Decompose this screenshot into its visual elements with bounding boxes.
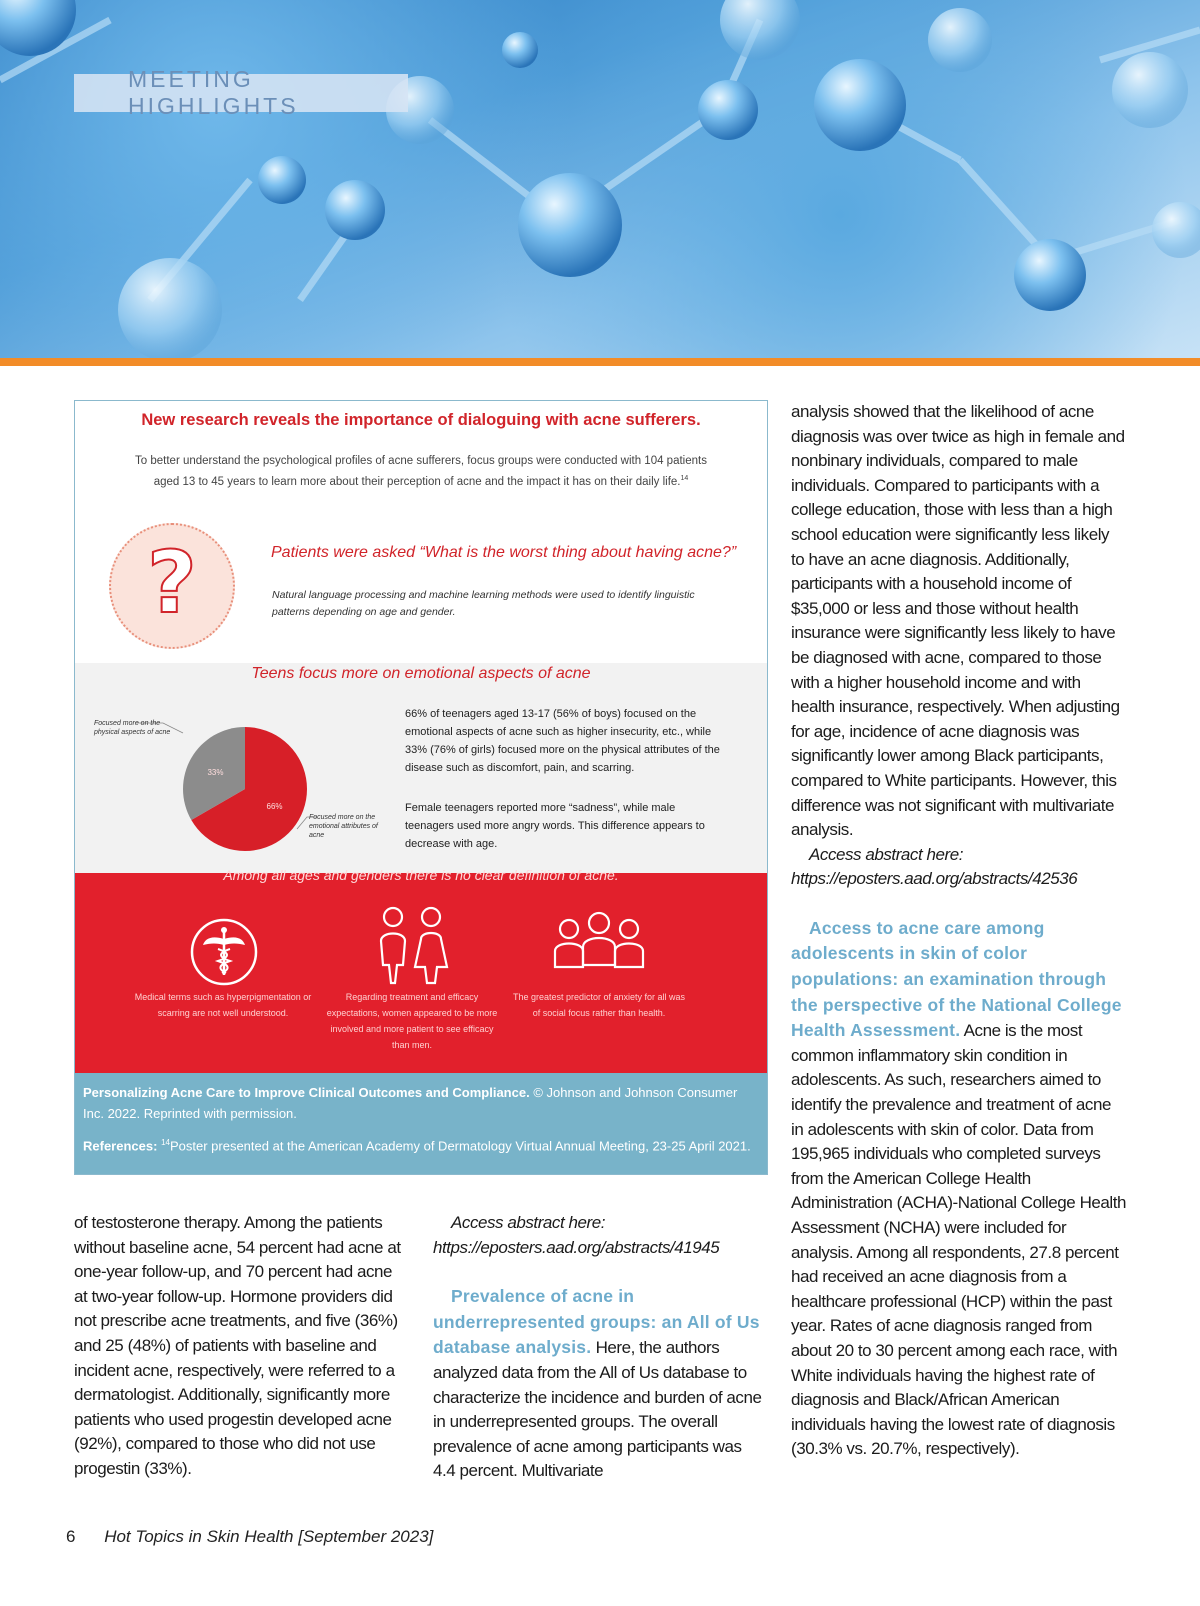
- group-people-icon: [553, 909, 645, 981]
- hero-banner: [0, 0, 1200, 358]
- caption-anxiety-predictor: The greatest predictor of anxiety for all was of social focus rather than health.: [512, 992, 686, 1018]
- pie-label-physical: Focused more on the physical aspects of acne: [94, 720, 171, 736]
- question-heading: Patients were asked “What is the worst thing about having acne?”: [271, 544, 737, 561]
- question-mark-icon: ?: [109, 523, 235, 649]
- publication-title: Hot Topics in Skin Health [September 2023]: [104, 1527, 434, 1546]
- figure-caption: Personalizing Acne Care to Improve Clinical Outcomes and Compliance. © Johnson and Johnson Consumer Inc. 2022. Reprinted with permission.: [83, 1085, 738, 1121]
- subhead-access-to-care: Access to acne care among adolescents in skin of color populations: an examination through the perspective of the National College Health Assessment.: [791, 917, 1122, 1041]
- molecule-illustration: [0, 0, 1200, 358]
- teens-finding-2: Female teenagers reported more “sadness”, while male teenagers used more angry words. This difference appears to decrease with age.: [405, 802, 705, 850]
- infographic-figure: [74, 400, 768, 1175]
- pie-label-physical-value: 33%: [207, 767, 224, 777]
- paragraph: of testosterone therapy. Among the patients without baseline acne, 54 percent had acne at one-year follow-up, and 70 percent had acne at two-year follow-up. Hormone providers did not prescribe acne treatments, and five (36%) and 25 (48%) of patients with baseline and incident acne, respectively, were referred to a dermatologist. Additionally, significantly more patients who used progestin developed acne (92%), compared to those who did not use progestin (33%).: [74, 1213, 401, 1478]
- infographic-title: New research reveals the importance of dialoguing with acne sufferers.: [141, 411, 701, 429]
- paragraph-with-subhead: Prevalence of acne in underrepresented groups: an All of Us database analysis. Here, the authors analyzed data from the All of Us database to characterize the incidence and burden of acne in underrepresented groups. The overall prevalence of acne among participants was 4.4 percent. Multivariate: [433, 1286, 762, 1481]
- pie-label-emotional-value: 66%: [266, 802, 283, 812]
- caduceus-icon: [189, 917, 259, 987]
- abstract-link[interactable]: Access abstract here: https://eposters.aad.org/abstracts/41945: [433, 1213, 720, 1257]
- caption-medical-terms: Medical terms such as hyperpigmentation or scarring are not well understood.: [134, 992, 312, 1018]
- man-woman-icon: [373, 905, 453, 987]
- section-label: MEETING HIGHLIGHTS: [74, 74, 408, 112]
- page-footer: [66, 1527, 433, 1547]
- body-column-2: [433, 1211, 763, 1484]
- teens-heading: Teens focus more on emotional aspects of acne: [251, 665, 591, 682]
- paragraph: analysis showed that the likelihood of acne diagnosis was over twice as high in female and nonbinary individuals, compared to male individuals. Compared to participants with a college education, those with less than a high school education were significantly less likely to have an acne diagnosis. Additionally, participants with a household income of $35,000 or less and those without health insurance were significantly less likely to have be diagnosed with acne, compared to those with a higher household income and with health insurance, respectively. When adjusting for age, incidence of acne diagnosis was significantly lower among Black participants, compared to White participants. However, this difference was not significant with multivariate analysis.: [791, 402, 1125, 840]
- body-column-1: [74, 1211, 404, 1482]
- figure-references: References: $^{14}$Poster presented at the American Academy of Dermatology Virtual Annual Meeting, 23-25 April 2021.: [83, 1138, 751, 1154]
- page-number: 6: [66, 1527, 76, 1546]
- caption-treatment-expectations: Regarding treatment and efficacy expectations, women appeared to be more involved and more patient to see efficacy than men.: [326, 992, 498, 1050]
- figure-caption-bar: [75, 1073, 767, 1174]
- infographic-intro: To better understand the psychological profiles of acne sufferers, focus groups were conducted with 104 patients aged 13 to 45 years to learn more about their perception of acne and the impact it has on their daily life.$^{14}$: [135, 455, 707, 488]
- definition-heading: Among all ages and genders there is no clear definition of acne.: [223, 867, 619, 883]
- abstract-link[interactable]: Access abstract here: https://eposters.aad.org/abstracts/42536: [791, 844, 1078, 889]
- teens-finding-1: 66% of teenagers aged 13-17 (56% of boys) focused on the emotional aspects of acne such as higher insecurity, etc., while 33% (76% of girls) focused more on the physical attributes of the disease such as discomfort, pain, and scarring.: [405, 708, 720, 774]
- accent-divider: [0, 358, 1200, 366]
- question-subtext: Natural language processing and machine learning methods were used to identify linguistic patterns depending on age and gender.: [272, 589, 695, 618]
- paragraph-with-subhead: Access to acne care among adolescents in skin of color populations: an examination through the perspective of the National College Health Assessment. Acne is the most common inflammatory skin condition in adolescents. As such, researchers aimed to identify the prevalence and treatment of acne in adolescents with skin of color. Data from 195,965 individuals who completed surveys from the American College Health Administration (ACHA)-National College Health Assessment (NCHA) were included for analysis. Among all respondents, 27.8 percent had received an acne diagnosis from a healthcare professional (HCP) within the past year. Rates of acne diagnosis ranged from about 20 to 30 percent among each race, with White individuals having the highest rate of diagnosis and Black/African American individuals having the lowest rate of diagnosis (30.3% vs. 20.7%, respectively).: [791, 917, 1127, 1459]
- body-column-3: [791, 400, 1126, 1462]
- pie-label-emotional: Focused more on the emotional attributes of acne: [309, 814, 378, 839]
- subhead-prevalence: Prevalence of acne in underrepresented groups: an All of Us database analysis.: [433, 1286, 760, 1358]
